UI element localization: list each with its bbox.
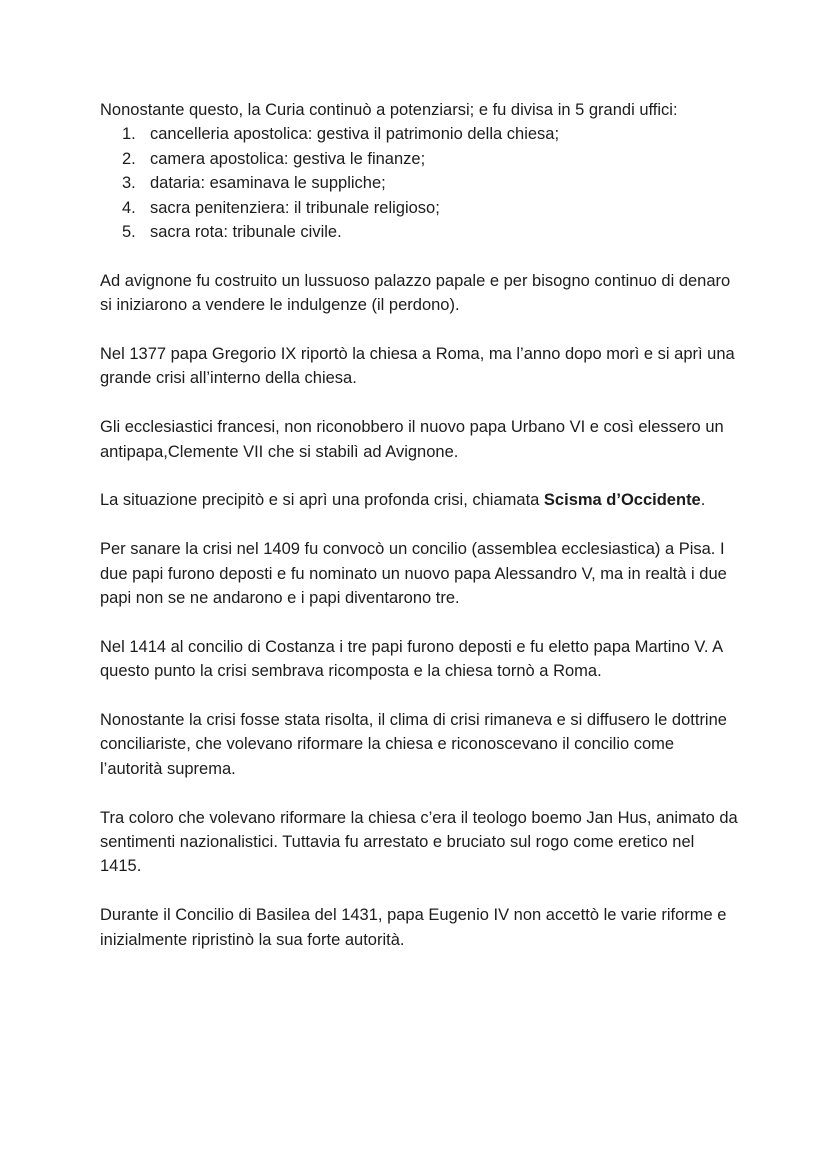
document-body [100, 98, 740, 952]
list-item [100, 122, 740, 146]
list-item-text: camera apostolica: gestiva le finanze; [150, 149, 426, 168]
conciliariste-paragraph: Nonostante la crisi fosse stata risolta, il clima di crisi rimaneva e si diffusero le dottrine conciliariste, che volevano riformare la chiesa e riconoscevano il concilio come l’autorità suprema. [100, 711, 727, 778]
paragraph-1414: Nel 1414 al concilio di Costanza i tre papi furono deposti e fu eletto papa Martino V. A questo punto la crisi sembrava ricomposta e la chiesa tornò a Roma. [100, 637, 723, 681]
paragraph-1409: Per sanare la crisi nel 1409 fu convocò un concilio (assemblea ecclesiastica) a Pisa. I due papi furono deposti e fu nominato un nuovo papa Alessandro V, ma in realtà i due papi non se ne andarono e i papi diventarono tre. [100, 540, 727, 608]
scisma-text: La situazione precipitò e si aprì una profonda crisi, chiamata [100, 491, 544, 510]
uffici-list [100, 122, 740, 244]
list-item-number: 4. [122, 198, 136, 217]
list-item-text: sacra penitenziera: il tribunale religioso; [150, 198, 440, 217]
francesi-paragraph: Gli ecclesiastici francesi, non riconobbero il nuovo papa Urbano VI e così elessero un antipapa,Clemente VII che si stabilì ad Avignone. [100, 418, 724, 461]
list-item [100, 171, 740, 195]
basilea-paragraph: Durante il Concilio di Basilea del 1431, papa Eugenio IV non accettò le varie riforme e inizialmente ripristinò la sua forte autorità. [100, 906, 727, 949]
list-item [100, 220, 740, 244]
list-item [100, 147, 740, 171]
scisma-bold-term: Scisma d’Occidente [543, 491, 701, 510]
hus-paragraph: Tra coloro che volevano riformare la chiesa c’era il teologo boemo Jan Hus, animato da sentimenti nazionalistici. Tuttavia fu arrestato e bruciato sul rogo come eretico nel 1415. [100, 808, 738, 876]
list-item-text: sacra rota: tribunale civile. [150, 223, 342, 242]
avignone-paragraph: Ad avignone fu costruito un lussuoso palazzo papale e per bisogno continuo di denaro si iniziarono a vendere le indulgenze (il perdono). [100, 271, 731, 315]
scisma-period: . [700, 491, 706, 510]
scisma-paragraph [100, 488, 740, 512]
list-item-number: 3. [122, 174, 136, 193]
list-item-number: 2. [122, 149, 136, 168]
list-item-number: 5. [122, 223, 136, 242]
list-item-number: 1. [122, 125, 136, 144]
intro-paragraph: Nonostante questo, la Curia continuò a potenziarsi; e fu divisa in 5 grandi uffici: [100, 101, 678, 119]
paragraph-1377: Nel 1377 papa Gregorio IX riportò la chiesa a Roma, ma l’anno dopo morì e si aprì una grande crisi all’interno della chiesa. [100, 345, 735, 388]
list-item [100, 196, 740, 220]
list-item-text: dataria: esaminava le suppliche; [150, 174, 386, 193]
list-item-text: cancelleria apostolica: gestiva il patrimonio della chiesa; [150, 125, 560, 144]
